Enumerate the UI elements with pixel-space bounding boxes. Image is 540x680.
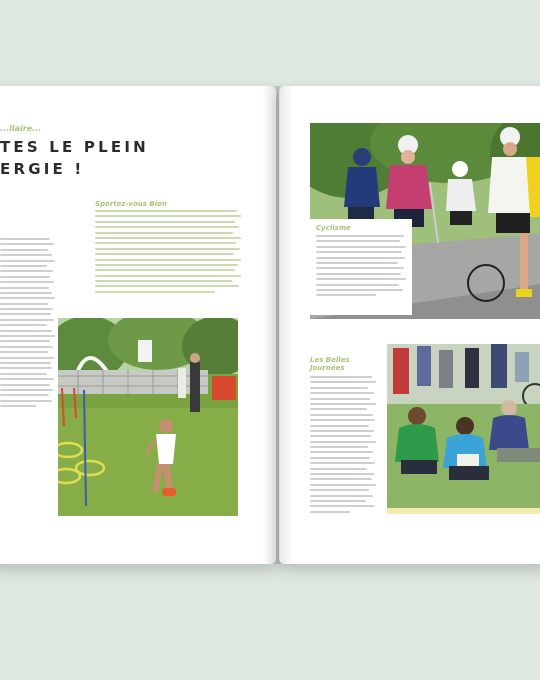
kids-sports-photo (58, 318, 238, 516)
cycling-caption (310, 219, 412, 315)
event-caption-text (310, 376, 386, 516)
cycling-caption-title: Cyclisme (316, 224, 351, 232)
right-page (279, 86, 540, 564)
page-headline (0, 136, 149, 180)
crowd-event-photo (387, 344, 540, 514)
headline-line-1: TES LE PLEIN (0, 138, 149, 156)
body-text-column (0, 238, 56, 411)
headline-line-2: ERGIE ! (0, 160, 85, 178)
event-caption-title-1: Les Belles (310, 356, 350, 364)
section-kicker: ...llaire... (0, 124, 42, 133)
cycling-caption-text (316, 235, 406, 300)
magazine-spread (0, 86, 540, 564)
event-caption-title-2: Journées (310, 364, 345, 372)
intro-paragraph-lines (95, 210, 243, 296)
article-subhead: Sportez-vous Bien (95, 200, 167, 208)
left-page (0, 86, 276, 564)
event-caption (310, 356, 386, 516)
